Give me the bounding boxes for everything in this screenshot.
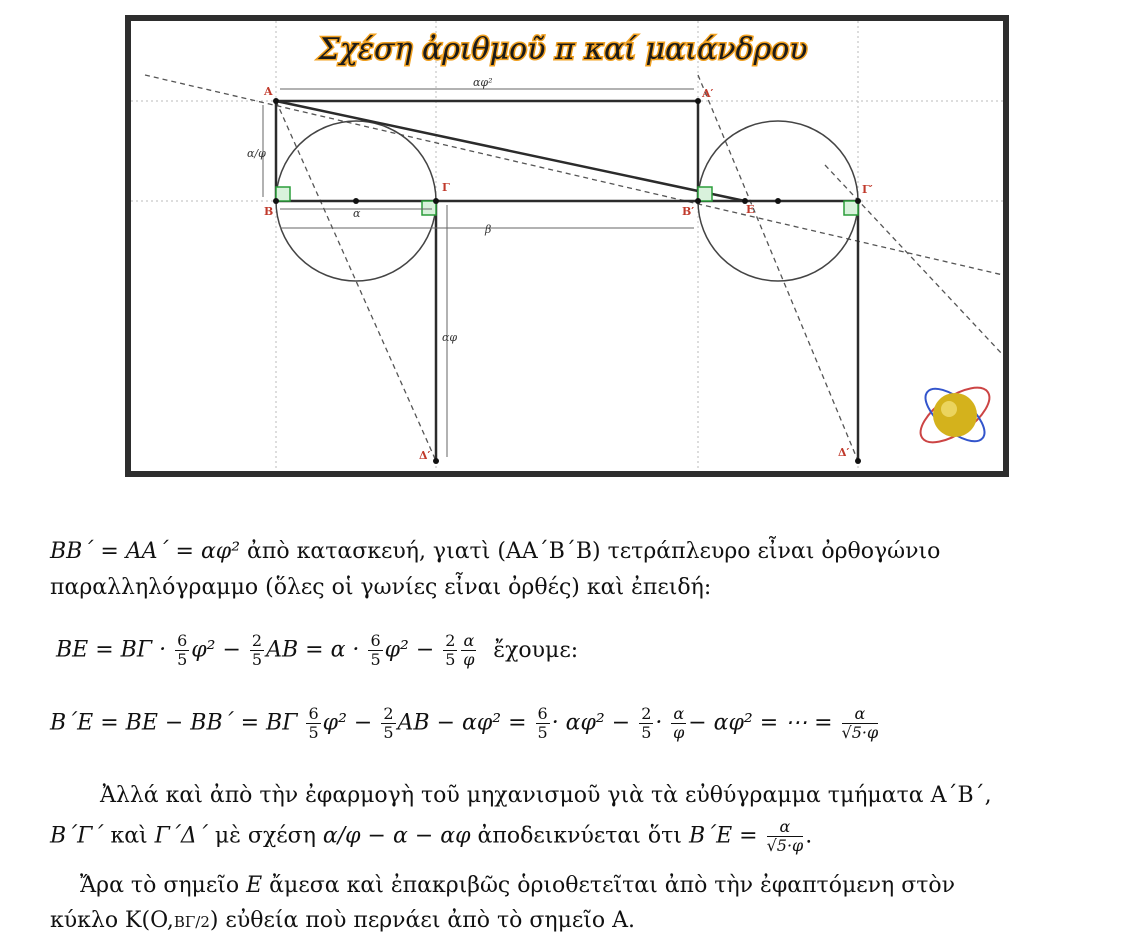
point-label-gamma-prime: Γ′ bbox=[862, 183, 873, 196]
measure-label-top: αφ² bbox=[473, 76, 493, 89]
math-e: E bbox=[246, 873, 263, 898]
measure-label-vert: αφ bbox=[442, 331, 458, 344]
paragraph-3-line-1: Ἄρα τὸ σημεῖο E ἄμεσα καὶ ἐπακριβῶς ὁριοθετεῖται ἀπὸ τὴν ἐφαπτόμενη στὸν bbox=[80, 873, 956, 898]
math-b-gamma: B΄Γ΄ bbox=[50, 823, 104, 849]
fraction-6-5: $\frac{6}{5}$ bbox=[177, 631, 188, 669]
fraction-2-5: $\frac{2}{5}$ bbox=[251, 631, 263, 669]
figure-canvas bbox=[125, 15, 1009, 477]
fraction-2-5: $\frac{2}{5}$ bbox=[641, 704, 652, 742]
eq1-part-b: φ² − bbox=[191, 637, 241, 663]
math-gamma-delta: Γ΄Δ΄ bbox=[154, 823, 208, 849]
figure-title: Σχέση ἀριθμοῦ π καί μαιάνδρου bbox=[318, 32, 808, 67]
fraction-2-5: $\frac{2}{5}$ bbox=[383, 704, 394, 742]
point-label-delta-prime-left: Δ′ bbox=[419, 449, 431, 462]
geometry-figure bbox=[125, 15, 1009, 477]
subscript-bg2: ΒΓ/2 bbox=[173, 913, 210, 931]
p2-and: καὶ bbox=[110, 823, 148, 849]
p2-proven: ἀποδεικνύεται ὅτι bbox=[477, 823, 682, 849]
equation-2 bbox=[50, 705, 880, 742]
eq2-part-b: φ² − bbox=[322, 710, 373, 736]
point-label-e: E bbox=[746, 203, 755, 216]
eq1-end: ἔχουμε: bbox=[493, 637, 579, 663]
fraction-6-5: $\frac{6}{5}$ bbox=[370, 631, 381, 669]
fraction-2-5: $\frac{2}{5}$ bbox=[445, 631, 456, 669]
equation-1 bbox=[56, 632, 578, 669]
eq2-part-f: − αφ² = ⋯ = bbox=[688, 710, 833, 736]
point-label-a: A bbox=[264, 85, 273, 98]
eq2-part-d: · αφ² − bbox=[551, 710, 631, 736]
point-label-delta-prime-right: Δ′ bbox=[838, 446, 850, 459]
p2-with-relation: μὲ σχέση bbox=[214, 823, 316, 849]
point-label-gamma: Γ bbox=[442, 181, 450, 194]
paragraph-2-line-2: B΄Γ΄ καὶ Γ΄Δ΄ μὲ σχέση α/φ − α − αφ ἀποδεικνύεται ὅτι B΄E = $\frac{\alpha}{√5\cdot\varphi}$ . bbox=[50, 817, 813, 855]
math-be: B΄E = bbox=[688, 823, 758, 849]
paragraph-1-line-2: παραλληλόγραμμο (ὅλες οἱ γωνίες εἶναι ὀρθές) καὶ ἐπειδή: bbox=[50, 575, 712, 600]
fraction-alpha-phi: $\frac{\alpha}{\varphi}$ bbox=[673, 704, 685, 742]
eq1-part-d: φ² − bbox=[384, 637, 435, 663]
fraction-6-5: $\frac{6}{5}$ bbox=[537, 704, 548, 742]
point-label-a-prime: A′ bbox=[702, 87, 714, 100]
eq1-part-a: BE = BΓ · bbox=[56, 637, 167, 663]
paragraph-3-line-2: κύκλο K(O,ΒΓ/2) εὐθεία ποὺ περνάει ἀπὸ τὸ σημεῖο Α. bbox=[50, 908, 636, 933]
paragraph-2-line-1: Ἀλλά καὶ ἀπὸ τὴν ἐφαρμογὴ τοῦ μηχανισμοῦ γιὰ τὰ εὐθύγραμμα τμήματα Α΄Β΄, bbox=[100, 783, 992, 808]
measure-label-left: α/φ bbox=[247, 147, 266, 160]
eq2-part-c: AB − αφ² = bbox=[397, 710, 527, 736]
measure-label-beta: β bbox=[485, 223, 492, 236]
fraction-6-5: $\frac{6}{5}$ bbox=[308, 704, 319, 742]
eq1-part-c: AB = α · bbox=[266, 637, 360, 663]
math-relation: α/φ − α − αφ bbox=[322, 823, 471, 849]
eq2-part-a: B΄E = BE − BB΄ = BΓ bbox=[50, 710, 298, 736]
fraction-alpha-phi: $\frac{\alpha}{\varphi}$ bbox=[463, 631, 475, 669]
point-label-b: B bbox=[264, 205, 274, 218]
fraction-alpha-sqrt5-phi: $\frac{\alpha}{√5\cdot\varphi}$ bbox=[766, 817, 804, 855]
measure-label-alpha: α bbox=[353, 207, 361, 220]
fraction-alpha-sqrt5-phi: $\frac{\alpha}{√5\cdot\varphi}$ bbox=[841, 704, 879, 742]
paragraph-1-text: ἀπὸ κατασκευή, γιατὶ (ΑΑ΄Β΄Β) τετράπλευρο εἶναι ὀρθογώνιο bbox=[247, 539, 941, 564]
math-bb-aa: BB΄ = AA΄ = αφ² bbox=[50, 539, 241, 564]
eq2-part-e: · bbox=[655, 710, 663, 736]
paragraph-1-line-1 bbox=[50, 536, 940, 568]
point-label-b-prime: B′ bbox=[682, 205, 695, 218]
